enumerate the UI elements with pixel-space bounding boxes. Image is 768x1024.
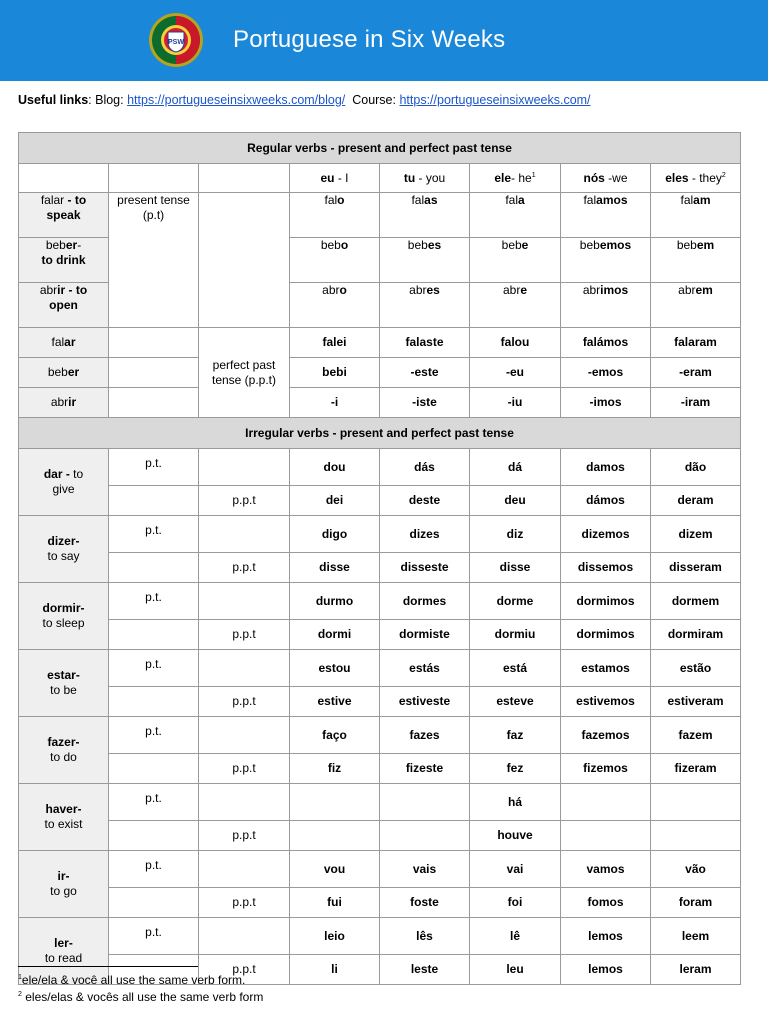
- conjugation-cell: dei: [290, 486, 380, 516]
- irregular-pt-row: [19, 717, 741, 754]
- conjugation-cell: fizeste: [380, 754, 470, 784]
- blog-link[interactable]: https://portugueseinsixweeks.com/blog/: [127, 93, 346, 107]
- ppt-label: p.p.t: [199, 754, 290, 784]
- infinitive-cell: [19, 358, 109, 388]
- verb-gloss: to go: [50, 884, 77, 898]
- footnote-divider: [18, 966, 198, 967]
- conjugation-cell: [290, 238, 380, 283]
- conjugation-cell: dão: [651, 449, 741, 486]
- conjugation-cell: há: [470, 784, 561, 821]
- conjugation-cell: dormes: [380, 583, 470, 620]
- conjugation-cell: lemos: [561, 955, 651, 985]
- irregular-verb-cell: [19, 516, 109, 583]
- conjugation-cell: estiveste: [380, 687, 470, 717]
- conjugation-cell: leu: [470, 955, 561, 985]
- verb-stem: beb: [45, 238, 66, 252]
- infinitive-cell: [19, 388, 109, 418]
- irregular-verb-cell: [19, 851, 109, 918]
- conjugation-cell: [380, 283, 470, 328]
- conjugation-cell: foram: [651, 888, 741, 918]
- conjugation-cell: fazemos: [561, 717, 651, 754]
- conjugation-cell: diz: [470, 516, 561, 553]
- irregular-ppt-row: [19, 486, 741, 516]
- conjugation-cell: deram: [651, 486, 741, 516]
- ppt-label: p.p.t: [199, 955, 290, 985]
- empty-cell: [109, 486, 199, 516]
- conjugation-cell: disseste: [380, 553, 470, 583]
- stem: fal: [505, 193, 518, 207]
- conjugation-cell: estive: [290, 687, 380, 717]
- verb-ending: ir: [68, 395, 77, 409]
- ending: e: [520, 283, 528, 297]
- ending: am: [693, 193, 711, 207]
- pronoun-label: nós: [583, 170, 605, 185]
- empty-header-cell: [109, 164, 199, 193]
- pronoun-label: eu: [320, 170, 335, 185]
- conjugation-cell: dorme: [470, 583, 561, 620]
- conjugation-cell: [561, 784, 651, 821]
- stem: abr: [502, 283, 521, 297]
- irregular-verb-cell: [19, 583, 109, 650]
- conjugation-cell: [290, 193, 380, 238]
- empty-cell: [199, 851, 290, 888]
- logo-text: PSW: [168, 39, 184, 46]
- conjugation-cell: dormimos: [561, 620, 651, 650]
- verb-ending: ar: [53, 193, 65, 207]
- verb-gloss: to do: [50, 750, 77, 764]
- conjugation-cell: estás: [380, 650, 470, 687]
- ppt-label: p.p.t: [199, 486, 290, 516]
- conjugation-cell: -emos: [561, 358, 651, 388]
- empty-cell: [199, 516, 290, 553]
- conjugation-cell: falei: [290, 328, 380, 358]
- pt-label: p.t.: [109, 784, 199, 821]
- pronoun-header-row: [19, 164, 741, 193]
- verb-stem: beb: [47, 365, 68, 379]
- psw-logo: [148, 12, 204, 68]
- conjugation-cell: dormem: [651, 583, 741, 620]
- conjugation-cell: lês: [380, 918, 470, 955]
- verb-ending: ar: [64, 335, 76, 349]
- conjugation-cell: fez: [470, 754, 561, 784]
- irregular-pt-row: [19, 583, 741, 620]
- irregular-pt-row: [19, 650, 741, 687]
- irregular-verb-cell: [19, 717, 109, 784]
- empty-cell: [109, 687, 199, 717]
- verb-name: fazer-: [47, 735, 80, 749]
- conjugation-cell: [470, 193, 561, 238]
- irregular-pt-row: [19, 851, 741, 888]
- conjugation-cell: está: [470, 650, 561, 687]
- conjugation-cell: dormimos: [561, 583, 651, 620]
- stem: beb: [501, 238, 522, 252]
- conjugation-cell: deu: [470, 486, 561, 516]
- ending: em: [696, 238, 715, 252]
- footnote-ref: 2: [721, 171, 726, 179]
- pronoun-label: tu: [403, 170, 416, 185]
- conjugation-cell: dá: [470, 449, 561, 486]
- pronoun-header-2: [470, 164, 561, 193]
- ending: em: [695, 283, 713, 297]
- verb-gloss: to exist: [44, 817, 83, 831]
- conjugation-cell: fizeram: [651, 754, 741, 784]
- conjugation-cell: [561, 283, 651, 328]
- empty-cell: [199, 717, 290, 754]
- stem: fal: [411, 193, 425, 207]
- conjugation-cell: [651, 821, 741, 851]
- regular-title-row: [19, 133, 741, 164]
- verb-stem: fal: [40, 193, 54, 207]
- conjugation-cell: disse: [470, 553, 561, 583]
- conjugation-cell: [561, 238, 651, 283]
- conjugation-cell: [470, 283, 561, 328]
- verb-table: [18, 132, 741, 985]
- ending: es: [427, 238, 442, 252]
- conjugation-cell: leste: [380, 955, 470, 985]
- irregular-ppt-row: [19, 687, 741, 717]
- pt-label: p.t.: [109, 851, 199, 888]
- irregular-pt-row: [19, 784, 741, 821]
- conjugation-cell: fazes: [380, 717, 470, 754]
- verb-gloss: give: [52, 482, 75, 496]
- ending: a: [518, 193, 525, 207]
- course-link[interactable]: https://portugueseinsixweeks.com/: [399, 93, 591, 107]
- conjugation-cell: [290, 784, 380, 821]
- conjugation-cell: [651, 238, 741, 283]
- ppt-label: p.p.t: [199, 687, 290, 717]
- pt-label: p.t.: [109, 516, 199, 553]
- empty-cell: [109, 821, 199, 851]
- conjugation-cell: dormiste: [380, 620, 470, 650]
- conjugation-cell: [380, 238, 470, 283]
- conjugation-cell: fiz: [290, 754, 380, 784]
- conjugation-cell: bebi: [290, 358, 380, 388]
- conjugation-cell: digo: [290, 516, 380, 553]
- page-title: Portuguese in Six Weeks: [233, 26, 506, 53]
- conjugation-cell: vamos: [561, 851, 651, 888]
- pt-label: p.t.: [109, 717, 199, 754]
- ending: amos: [596, 193, 628, 207]
- ppt-label: p.p.t: [199, 888, 290, 918]
- conjugation-cell: faz: [470, 717, 561, 754]
- empty-cell: [109, 358, 199, 388]
- irregular-pt-row: [19, 516, 741, 553]
- regular-section-title: Regular verbs - present and perfect past tense: [19, 133, 741, 164]
- empty-cell: [109, 328, 199, 358]
- ppt-label: p.p.t: [199, 821, 290, 851]
- conjugation-cell: deste: [380, 486, 470, 516]
- conjugation-cell: dás: [380, 449, 470, 486]
- conjugation-cell: vai: [470, 851, 561, 888]
- pronoun-gloss: - I: [334, 170, 349, 185]
- conjugation-cell: esteve: [470, 687, 561, 717]
- irregular-pt-row: [19, 918, 741, 955]
- empty-cell: [109, 620, 199, 650]
- empty-cell: [199, 449, 290, 486]
- conjugation-cell: falámos: [561, 328, 651, 358]
- conjugation-cell: dizem: [651, 516, 741, 553]
- irregular-ppt-row: [19, 821, 741, 851]
- empty-cell: [199, 784, 290, 821]
- conjugation-cell: fizemos: [561, 754, 651, 784]
- conjugation-cell: lê: [470, 918, 561, 955]
- conjugation-cell: -iram: [651, 388, 741, 418]
- footnote-1: $^1$ele/ela & você all use the same verb form.: [18, 973, 246, 987]
- conjugation-cell: estamos: [561, 650, 651, 687]
- conjugation-cell: foi: [470, 888, 561, 918]
- verb-gloss: - to: [65, 283, 88, 297]
- conjugation-cell: [470, 238, 561, 283]
- conjugation-cell: dormiram: [651, 620, 741, 650]
- verb-name: haver-: [45, 802, 82, 816]
- empty-cell: [109, 553, 199, 583]
- conjugation-cell: falaram: [651, 328, 741, 358]
- useful-links: [18, 93, 591, 107]
- verb-gloss: to drink: [41, 253, 86, 267]
- verb-name: estar-: [47, 668, 80, 682]
- empty-header-cell: [19, 164, 109, 193]
- verb-name: ir-: [57, 869, 70, 883]
- conjugation-cell: dizes: [380, 516, 470, 553]
- conjugation-cell: damos: [561, 449, 651, 486]
- conjugation-cell: [651, 784, 741, 821]
- verb-stem: fal: [51, 335, 65, 349]
- regular-past-row: [19, 358, 741, 388]
- conjugation-cell: [651, 193, 741, 238]
- conjugation-cell: estivemos: [561, 687, 651, 717]
- conjugation-cell: -iste: [380, 388, 470, 418]
- course-label: Course:: [352, 93, 400, 107]
- conjugation-cell: -i: [290, 388, 380, 418]
- empty-cell: [199, 193, 290, 328]
- irregular-verb-cell: [19, 784, 109, 851]
- ppt-label: p.p.t: [199, 553, 290, 583]
- conjugation-cell: falou: [470, 328, 561, 358]
- conjugation-cell: [380, 821, 470, 851]
- empty-cell: [199, 583, 290, 620]
- conjugation-cell: dissemos: [561, 553, 651, 583]
- conjugation-cell: [290, 283, 380, 328]
- pronoun-header-4: [651, 164, 741, 193]
- pronoun-label: eles: [665, 170, 689, 185]
- verb-name: dizer-: [47, 534, 80, 548]
- empty-cell: [199, 918, 290, 955]
- pronoun-gloss: - you: [415, 170, 446, 185]
- conjugation-cell: [380, 193, 470, 238]
- conjugation-cell: -iu: [470, 388, 561, 418]
- conjugation-cell: estou: [290, 650, 380, 687]
- regular-past-row: [19, 388, 741, 418]
- empty-cell: [109, 754, 199, 784]
- conjugation-cell: dormi: [290, 620, 380, 650]
- stem: beb: [579, 238, 600, 252]
- verb-ending: ir: [57, 283, 66, 297]
- pronoun-gloss: - he: [511, 170, 532, 185]
- pt-label: p.t.: [109, 449, 199, 486]
- stem: beb: [676, 238, 697, 252]
- infinitive-cell: [19, 283, 109, 328]
- footnote-2: $^2$ eles/elas & vocês all use the same verb form: [18, 990, 264, 1004]
- conjugation-cell: fui: [290, 888, 380, 918]
- conjugation-cell: -imos: [561, 388, 651, 418]
- infinitive-cell: [19, 328, 109, 358]
- conjugation-cell: [290, 821, 380, 851]
- conjugation-cell: [651, 283, 741, 328]
- conjugation-cell: leio: [290, 918, 380, 955]
- conjugation-cell: dou: [290, 449, 380, 486]
- conjugation-cell: houve: [470, 821, 561, 851]
- conjugation-cell: disse: [290, 553, 380, 583]
- infinitive-cell: [19, 238, 109, 283]
- irregular-verb-cell: [19, 650, 109, 717]
- conjugation-cell: estão: [651, 650, 741, 687]
- ending: o: [337, 193, 345, 207]
- conjugation-cell: -este: [380, 358, 470, 388]
- conjugation-cell: -eram: [651, 358, 741, 388]
- stem: beb: [320, 238, 341, 252]
- verb-name: ler-: [54, 936, 73, 950]
- verb-gloss: open: [49, 298, 78, 312]
- conjugation-cell: vais: [380, 851, 470, 888]
- ending: o: [340, 238, 349, 252]
- irregular-pt-row: [19, 449, 741, 486]
- conjugation-cell: estiveram: [651, 687, 741, 717]
- irregular-ppt-row: [19, 553, 741, 583]
- conjugation-cell: dormiu: [470, 620, 561, 650]
- verb-ending: er: [67, 365, 80, 379]
- footnote-ref: 1: [531, 171, 536, 179]
- conjugation-cell: dizemos: [561, 516, 651, 553]
- conjugation-cell: fomos: [561, 888, 651, 918]
- useful-links-label: Useful links: [18, 93, 89, 107]
- irregular-section-title: Irregular verbs - present and perfect past tense: [19, 418, 741, 449]
- blog-label: : Blog:: [88, 93, 128, 107]
- irregular-ppt-row: [19, 754, 741, 784]
- conjugation-cell: [561, 821, 651, 851]
- empty-header-cell: [199, 164, 290, 193]
- pt-label: p.t.: [109, 650, 199, 687]
- irregular-verb-cell: [19, 449, 109, 516]
- regular-present-row: [19, 193, 741, 238]
- ppt-label: p.p.t: [199, 620, 290, 650]
- empty-cell: [109, 388, 199, 418]
- pronoun-header-3: [561, 164, 651, 193]
- pt-label: p.t.: [109, 583, 199, 620]
- pt-label: p.t.: [109, 918, 199, 955]
- verb-stem: abr: [39, 283, 58, 297]
- verb-dash: -: [77, 238, 82, 252]
- stem: beb: [407, 238, 428, 252]
- conjugation-cell: dámos: [561, 486, 651, 516]
- empty-cell: [199, 650, 290, 687]
- verb-gloss: - to: [64, 193, 87, 207]
- stem: abr: [322, 283, 340, 297]
- regular-past-row: [19, 328, 741, 358]
- pronoun-header-1: [380, 164, 470, 193]
- conjugation-cell: falaste: [380, 328, 470, 358]
- conjugation-cell: leem: [651, 918, 741, 955]
- ending: es: [426, 283, 440, 297]
- header-banner: [0, 0, 768, 81]
- verb-name: dar -: [43, 467, 70, 481]
- verb-gloss: speak: [46, 208, 81, 222]
- conjugation-cell: -eu: [470, 358, 561, 388]
- conjugation-cell: [380, 784, 470, 821]
- stem: abr: [409, 283, 427, 297]
- verb-gloss: to: [69, 467, 84, 481]
- stem: fal: [680, 193, 694, 207]
- past-tense-label: perfect past tense (p.p.t): [199, 328, 290, 418]
- irregular-title-row: [19, 418, 741, 449]
- conjugation-cell: vão: [651, 851, 741, 888]
- ending: as: [424, 193, 438, 207]
- ending: imos: [600, 283, 629, 297]
- ending: e: [521, 238, 529, 252]
- verb-name: dormir-: [42, 601, 85, 615]
- conjugation-cell: faço: [290, 717, 380, 754]
- verb-ending: er: [65, 238, 78, 252]
- conjugation-cell: vou: [290, 851, 380, 888]
- verb-stem: abr: [50, 395, 69, 409]
- ending: o: [339, 283, 347, 297]
- conjugation-cell: fazem: [651, 717, 741, 754]
- present-tense-label: present tense (p.t): [109, 193, 199, 328]
- pronoun-header-0: [290, 164, 380, 193]
- verb-gloss: to say: [47, 549, 80, 563]
- pronoun-label: ele: [494, 170, 512, 185]
- conjugation-cell: li: [290, 955, 380, 985]
- verb-gloss: to read: [44, 951, 83, 965]
- stem: abr: [678, 283, 696, 297]
- empty-cell: [109, 888, 199, 918]
- conjugation-cell: durmo: [290, 583, 380, 620]
- stem: abr: [582, 283, 601, 297]
- infinitive-cell: [19, 193, 109, 238]
- irregular-ppt-row: [19, 620, 741, 650]
- irregular-ppt-row: [19, 888, 741, 918]
- ending: emos: [599, 238, 632, 252]
- verb-gloss: to be: [50, 683, 77, 697]
- stem: fal: [583, 193, 597, 207]
- conjugation-cell: disseram: [651, 553, 741, 583]
- conjugation-cell: foste: [380, 888, 470, 918]
- conjugation-cell: [561, 193, 651, 238]
- conjugation-cell: lemos: [561, 918, 651, 955]
- pronoun-gloss: - they: [688, 170, 722, 185]
- stem: fal: [324, 193, 338, 207]
- verb-gloss: to sleep: [42, 616, 85, 630]
- pronoun-gloss: -we: [604, 170, 628, 185]
- conjugation-cell: leram: [651, 955, 741, 985]
